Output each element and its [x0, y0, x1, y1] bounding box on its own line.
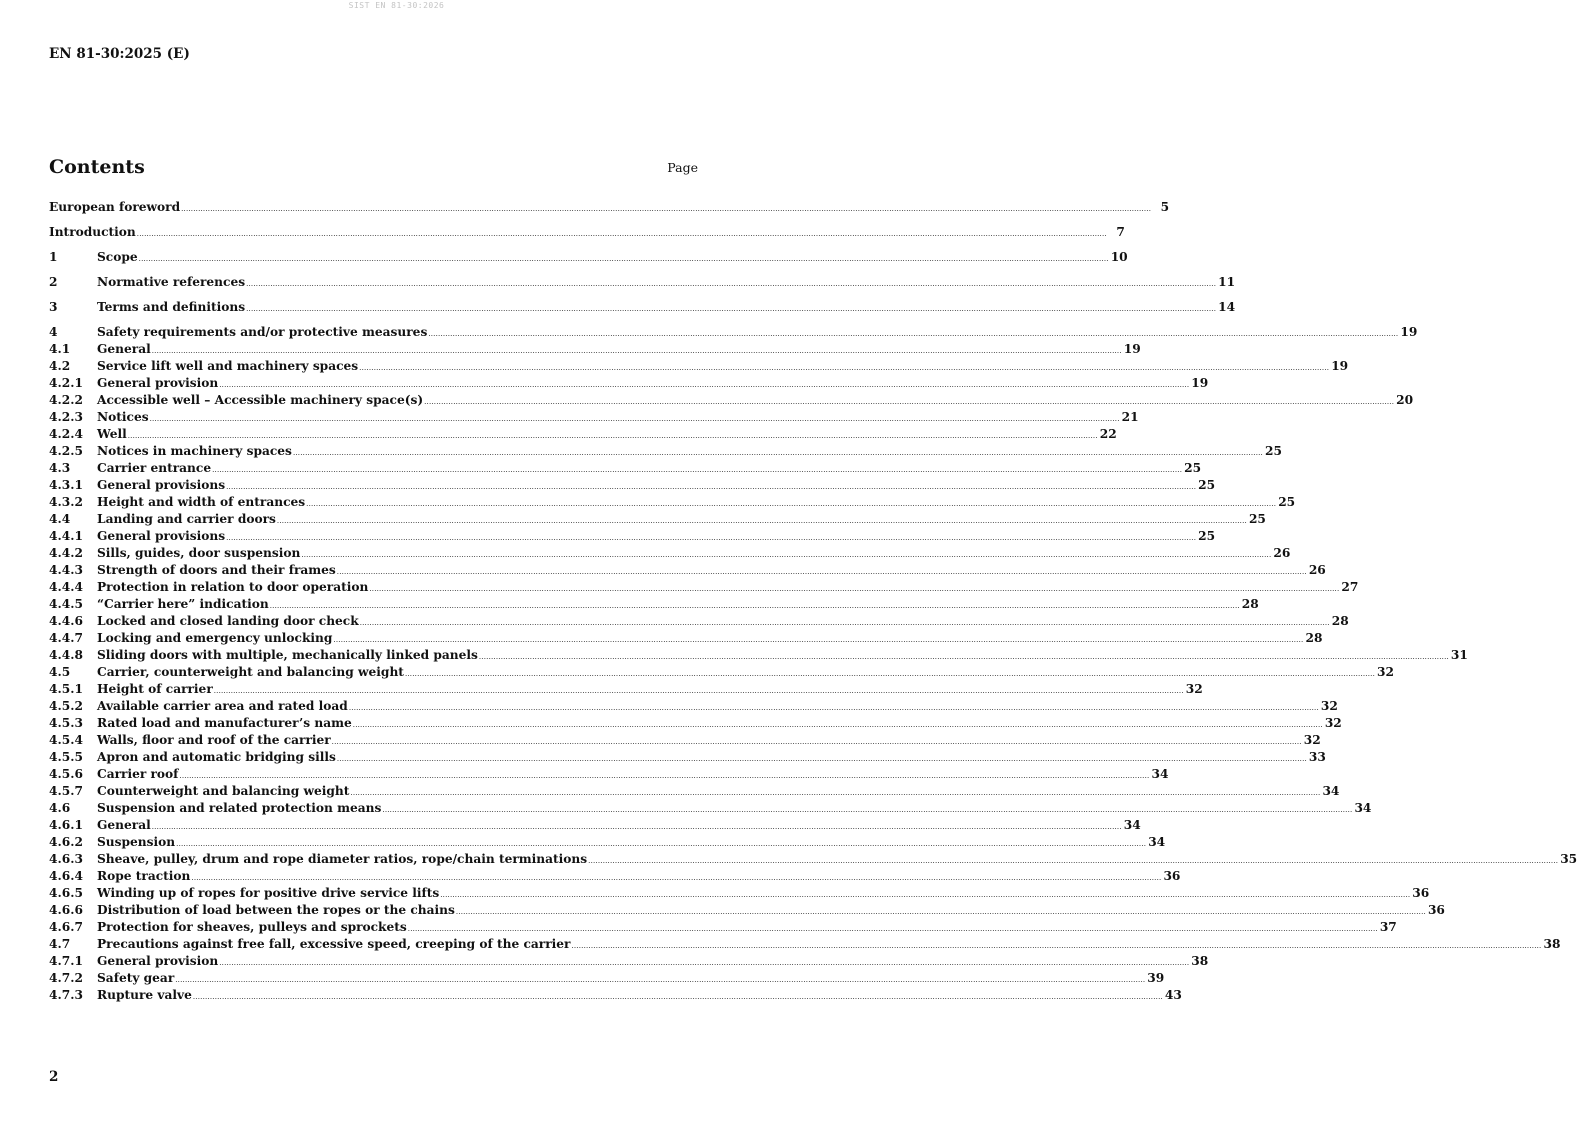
toc-entry-page: 25 — [1264, 444, 1282, 458]
toc-entry-title: General provision — [97, 954, 219, 968]
toc-entry-title: Rupture valve — [97, 988, 192, 1002]
toc-entry-title: Normative references — [97, 275, 246, 289]
toc-dot-leader: ................................................................................................................................................................................................................................................................................................................................................................................................................ — [175, 976, 1146, 984]
toc-dot-leader: ................................................................................................................................................................................................................................................................................................................................................................................................................ — [369, 585, 1340, 593]
toc-dot-leader: ................................................................................................................................................................................................................................................................................................................................................................................................................ — [136, 230, 1107, 238]
toc-entry-title: Sliding doors with multiple, mechanically linked panels — [97, 648, 478, 662]
toc-entry[interactable] — [49, 936, 1561, 953]
toc-entry-title: Height of carrier — [97, 682, 213, 696]
toc-entry[interactable] — [49, 647, 1468, 664]
toc-entry-page: 28 — [1331, 614, 1349, 628]
toc-entry-title: Locked and closed landing door check — [97, 614, 359, 628]
toc-entry-page: 28 — [1305, 631, 1323, 645]
toc-entry-page: 32 — [1303, 733, 1321, 747]
toc-entry-number: 4.5.5 — [49, 750, 83, 764]
toc-dot-leader: ................................................................................................................................................................................................................................................................................................................................................................................................................ — [191, 874, 1162, 882]
toc-entry-title: Carrier entrance — [97, 461, 212, 475]
toc-dot-leader: ................................................................................................................................................................................................................................................................................................................................................................................................................ — [149, 415, 1120, 423]
toc-entry[interactable] — [49, 868, 1181, 885]
toc-dot-leader: ................................................................................................................................................................................................................................................................................................................................................................................................................ — [246, 305, 1217, 313]
toc-entry-page: 26 — [1273, 546, 1291, 560]
toc-entry[interactable] — [49, 511, 1266, 528]
toc-entry-number: 4.4.2 — [49, 546, 83, 560]
toc-entry[interactable] — [49, 613, 1349, 630]
toc-dot-leader: ................................................................................................................................................................................................................................................................................................................................................................................................................ — [276, 517, 1247, 525]
toc-entry-title: Locking and emergency unlocking — [97, 631, 333, 645]
page-column-label: Page — [667, 160, 698, 175]
toc-entry[interactable] — [49, 800, 1372, 817]
toc-entry[interactable] — [49, 375, 1209, 392]
toc-entry-title: Apron and automatic bridging sills — [97, 750, 336, 764]
toc-entry[interactable] — [49, 199, 1170, 216]
toc-dot-leader: ................................................................................................................................................................................................................................................................................................................................................................................................................ — [246, 280, 1217, 288]
toc-entry-page: 27 — [1341, 580, 1359, 594]
toc-dot-leader: ................................................................................................................................................................................................................................................................................................................................................................................................................ — [359, 619, 1330, 627]
toc-entry-page: 32 — [1185, 682, 1203, 696]
toc-entry-title: Walls, floor and roof of the carrier — [97, 733, 331, 747]
table-of-contents — [49, 199, 1577, 1004]
toc-entry-number: 4.2.2 — [49, 393, 83, 407]
toc-entry-page: 25 — [1198, 478, 1216, 492]
toc-dot-leader: ................................................................................................................................................................................................................................................................................................................................................................................................................ — [269, 602, 1240, 610]
toc-entry[interactable] — [49, 426, 1117, 443]
toc-entry[interactable] — [49, 834, 1166, 851]
toc-dot-leader: ................................................................................................................................................................................................................................................................................................................................................................................................................ — [176, 840, 1147, 848]
toc-entry-number: 4.5 — [49, 665, 71, 679]
toc-entry-title: Strength of doors and their frames — [97, 563, 336, 577]
toc-dot-leader: ................................................................................................................................................................................................................................................................................................................................................................................................................ — [213, 687, 1184, 695]
toc-dot-leader: ................................................................................................................................................................................................................................................................................................................................................................................................................ — [212, 466, 1183, 474]
toc-dot-leader: ................................................................................................................................................................................................................................................................................................................................................................................................................ — [179, 772, 1150, 780]
toc-entry-number: 4.4.4 — [49, 580, 83, 594]
toc-entry-title: Available carrier area and rated load — [97, 699, 348, 713]
toc-entry[interactable] — [49, 919, 1397, 936]
toc-entry-title: General provision — [97, 376, 219, 390]
toc-entry-number: 4.3.1 — [49, 478, 83, 492]
toc-dot-leader: ................................................................................................................................................................................................................................................................................................................................................................................................................ — [306, 500, 1277, 508]
toc-entry-page: 31 — [1450, 648, 1468, 662]
toc-dot-leader: ................................................................................................................................................................................................................................................................................................................................................................................................................ — [428, 330, 1399, 338]
toc-entry-page: 26 — [1308, 563, 1326, 577]
toc-entry-page: 32 — [1377, 665, 1394, 679]
toc-entry[interactable] — [49, 274, 1236, 291]
toc-entry[interactable] — [49, 358, 1349, 375]
toc-dot-leader: ................................................................................................................................................................................................................................................................................................................................................................................................................ — [407, 925, 1378, 933]
toc-entry-title: Terms and definitions — [97, 300, 246, 314]
toc-dot-leader: ................................................................................................................................................................................................................................................................................................................................................................................................................ — [404, 670, 1375, 678]
toc-entry-title: European foreword — [49, 200, 181, 214]
toc-entry[interactable] — [49, 392, 1414, 409]
toc-entry-title: “Carrier here” indication — [97, 597, 269, 611]
toc-entry[interactable] — [49, 562, 1326, 579]
toc-entry-number: 4.6.2 — [49, 835, 83, 849]
toc-entry-title: Accessible well – Accessible machinery space(s) — [97, 393, 424, 407]
toc-dot-leader: ................................................................................................................................................................................................................................................................................................................................................................................................................ — [192, 993, 1163, 1001]
toc-entry-title: Rated load and manufacturer’s name — [97, 716, 352, 730]
toc-dot-leader: ................................................................................................................................................................................................................................................................................................................................................................................................................ — [331, 738, 1302, 746]
toc-entry[interactable] — [49, 783, 1340, 800]
toc-entry-page: 10 — [1110, 250, 1128, 264]
toc-entry-number: 4.7.2 — [49, 971, 83, 985]
toc-entry-page: 19 — [1331, 359, 1349, 373]
toc-entry-title: Safety requirements and/or protective measures — [97, 325, 428, 339]
toc-dot-leader: ................................................................................................................................................................................................................................................................................................................................................................................................................ — [226, 534, 1197, 542]
toc-entry-page: 35 — [1560, 852, 1577, 866]
toc-entry[interactable] — [49, 749, 1326, 766]
toc-dot-leader: ................................................................................................................................................................................................................................................................................................................................................................................................................ — [333, 636, 1304, 644]
toc-entry-page: 36 — [1412, 886, 1430, 900]
toc-entry-number: 4.2 — [49, 359, 71, 373]
toc-entry-title: Landing and carrier doors — [97, 512, 276, 526]
toc-entry-number: 4.6.6 — [49, 903, 83, 917]
page-number: 2 — [49, 1069, 59, 1085]
toc-dot-leader: ................................................................................................................................................................................................................................................................................................................................................................................................................ — [301, 551, 1272, 559]
toc-dot-leader: ................................................................................................................................................................................................................................................................................................................................................................................................................ — [478, 653, 1449, 661]
toc-dot-leader: ................................................................................................................................................................................................................................................................................................................................................................................................................ — [219, 381, 1190, 389]
toc-entry-page: 38 — [1191, 954, 1209, 968]
toc-dot-leader: ................................................................................................................................................................................................................................................................................................................................................................................................................ — [181, 205, 1152, 213]
toc-entry[interactable] — [49, 341, 1141, 358]
toc-entry-number: 4.5.7 — [49, 784, 83, 798]
toc-entry[interactable] — [49, 460, 1202, 477]
toc-entry-number: 4.6.5 — [49, 886, 83, 900]
toc-entry-title: Distribution of load between the ropes or the chains — [97, 903, 455, 917]
toc-entry[interactable] — [49, 299, 1236, 316]
toc-entry-page: 21 — [1121, 410, 1139, 424]
toc-entry-number: 4.2.1 — [49, 376, 83, 390]
toc-entry-number: 4.4.5 — [49, 597, 83, 611]
toc-entry[interactable] — [49, 953, 1209, 970]
toc-dot-leader: ................................................................................................................................................................................................................................................................................................................................................................................................................ — [336, 568, 1307, 576]
toc-entry-page: 34 — [1354, 801, 1372, 815]
toc-entry[interactable] — [49, 528, 1216, 545]
toc-entry[interactable] — [49, 494, 1296, 511]
toc-entry-number: 4.6.3 — [49, 852, 83, 866]
toc-entry-number: 4.1 — [49, 342, 71, 356]
toc-entry-title: Protection for sheaves, pulleys and sprockets — [97, 920, 407, 934]
toc-entry[interactable] — [49, 681, 1203, 698]
toc-entry-title: Scope — [97, 250, 138, 264]
toc-entry[interactable] — [49, 596, 1259, 613]
toc-entry-number: 4.5.3 — [49, 716, 83, 730]
toc-entry-title: Counterweight and balancing weight — [97, 784, 350, 798]
document-id: EN 81-30:2025 (E) — [49, 46, 190, 62]
toc-dot-leader: ................................................................................................................................................................................................................................................................................................................................................................................................................ — [336, 755, 1307, 763]
toc-dot-leader: ................................................................................................................................................................................................................................................................................................................................................................................................................ — [382, 806, 1353, 814]
toc-dot-leader: ................................................................................................................................................................................................................................................................................................................................................................................................................ — [151, 823, 1122, 831]
toc-entry-page: 19 — [1400, 325, 1418, 339]
toc-dot-leader: ................................................................................................................................................................................................................................................................................................................................................................................................................ — [127, 432, 1098, 440]
toc-entry[interactable] — [49, 545, 1291, 562]
toc-entry-title: Carrier roof — [97, 767, 179, 781]
toc-entry[interactable] — [49, 324, 1418, 341]
toc-entry-number: 2 — [49, 275, 58, 289]
toc-entry-title: General — [97, 818, 151, 832]
toc-entry[interactable] — [49, 851, 1577, 868]
toc-entry-page: 34 — [1123, 818, 1141, 832]
toc-entry[interactable] — [49, 409, 1139, 426]
toc-entry-number: 4.5.6 — [49, 767, 83, 781]
toc-entry-title: Suspension — [97, 835, 176, 849]
toc-entry-title: General provisions — [97, 529, 226, 543]
toc-entry-page: 33 — [1308, 750, 1326, 764]
toc-entry-number: 3 — [49, 300, 58, 314]
toc-entry-page: 38 — [1543, 937, 1561, 951]
toc-entry-number: 4.4.6 — [49, 614, 83, 628]
toc-entry-page: 5 — [1160, 200, 1170, 214]
toc-entry-title: General provisions — [97, 478, 226, 492]
toc-entry-title: Safety gear — [97, 971, 175, 985]
toc-dot-leader: ................................................................................................................................................................................................................................................................................................................................................................................................................ — [226, 483, 1197, 491]
toc-dot-leader: ................................................................................................................................................................................................................................................................................................................................................................................................................ — [151, 347, 1122, 355]
toc-entry-number: 4.2.5 — [49, 444, 83, 458]
toc-entry-page: 14 — [1218, 300, 1236, 314]
toc-entry-number: 4.4.8 — [49, 648, 83, 662]
toc-dot-leader: ................................................................................................................................................................................................................................................................................................................................................................................................................ — [571, 942, 1542, 950]
toc-entry-title: Suspension and related protection means — [97, 801, 382, 815]
toc-entry[interactable] — [49, 817, 1141, 834]
toc-entry-page: 36 — [1163, 869, 1181, 883]
contents-heading: Contents — [49, 156, 145, 178]
toc-dot-leader: ................................................................................................................................................................................................................................................................................................................................................................................................................ — [424, 398, 1395, 406]
toc-entry[interactable] — [49, 766, 1169, 783]
toc-entry-page: 39 — [1147, 971, 1165, 985]
toc-dot-leader: ................................................................................................................................................................................................................................................................................................................................................................................................................ — [352, 721, 1323, 729]
toc-entry-page: 19 — [1191, 376, 1209, 390]
toc-dot-leader: ................................................................................................................................................................................................................................................................................................................................................................................................................ — [588, 857, 1559, 865]
toc-entry-title: Height and width of entrances — [97, 495, 306, 509]
toc-entry[interactable] — [49, 249, 1128, 266]
toc-entry-number: 4.6.1 — [49, 818, 83, 832]
toc-entry-number: 4.6.4 — [49, 869, 83, 883]
toc-entry[interactable] — [49, 970, 1165, 987]
toc-dot-leader: ................................................................................................................................................................................................................................................................................................................................................................................................................ — [359, 364, 1330, 372]
toc-entry-number: 4.5.2 — [49, 699, 83, 713]
toc-entry-title: Rope traction — [97, 869, 191, 883]
toc-entry-page: 22 — [1099, 427, 1117, 441]
toc-entry-number: 4.4.1 — [49, 529, 83, 543]
toc-entry-page: 7 — [1116, 225, 1125, 239]
toc-entry-page: 25 — [1248, 512, 1266, 526]
toc-entry[interactable] — [49, 630, 1323, 647]
toc-entry-title: Sills, guides, door suspension — [97, 546, 301, 560]
toc-entry-number: 4.3.2 — [49, 495, 83, 509]
toc-entry-title: Notices in machinery spaces — [97, 444, 292, 458]
toc-entry[interactable] — [49, 698, 1338, 715]
toc-entry-page: 19 — [1123, 342, 1141, 356]
watermark: SIST EN 81-30:2026 — [348, 1, 445, 10]
toc-entry-page: 20 — [1396, 393, 1414, 407]
toc-entry-title: Sheave, pulley, drum and rope diameter ratios, rope/chain terminations — [97, 852, 588, 866]
toc-entry-page: 25 — [1198, 529, 1216, 543]
toc-entry-number: 4.5.4 — [49, 733, 83, 747]
toc-entry-title: Well — [97, 427, 127, 441]
toc-entry-number: 4.7.1 — [49, 954, 83, 968]
toc-entry-page: 34 — [1151, 767, 1169, 781]
toc-entry[interactable] — [49, 224, 1125, 241]
toc-entry-page: 36 — [1427, 903, 1445, 917]
toc-entry-page: 25 — [1278, 495, 1296, 509]
toc-dot-leader: ................................................................................................................................................................................................................................................................................................................................................................................................................ — [440, 891, 1411, 899]
toc-dot-leader: ................................................................................................................................................................................................................................................................................................................................................................................................................ — [138, 255, 1109, 263]
toc-dot-leader: ................................................................................................................................................................................................................................................................................................................................................................................................................ — [350, 789, 1321, 797]
toc-entry-number: 4.4 — [49, 512, 71, 526]
toc-entry[interactable] — [49, 902, 1445, 919]
toc-entry-page: 43 — [1164, 988, 1182, 1002]
toc-entry-number: 4.2.3 — [49, 410, 83, 424]
toc-entry-page: 34 — [1148, 835, 1166, 849]
toc-entry[interactable] — [49, 477, 1216, 494]
toc-dot-leader: ................................................................................................................................................................................................................................................................................................................................................................................................................ — [455, 908, 1426, 916]
toc-entry-page: 11 — [1218, 275, 1236, 289]
toc-entry[interactable] — [49, 664, 1394, 681]
toc-entry[interactable] — [49, 579, 1359, 596]
toc-entry-number: 4.4.7 — [49, 631, 83, 645]
toc-entry-page: 28 — [1241, 597, 1259, 611]
toc-entry-number: 4.6 — [49, 801, 71, 815]
toc-entry[interactable] — [49, 732, 1321, 749]
toc-entry-title: Service lift well and machinery spaces — [97, 359, 359, 373]
toc-entry[interactable] — [49, 885, 1430, 902]
toc-entry-number: 4.2.4 — [49, 427, 83, 441]
toc-entry-number: 4.7 — [49, 937, 71, 951]
toc-entry-number: 1 — [49, 250, 58, 264]
toc-entry-page: 34 — [1322, 784, 1340, 798]
toc-entry-title: General — [97, 342, 151, 356]
toc-entry-page: 37 — [1379, 920, 1397, 934]
toc-dot-leader: ................................................................................................................................................................................................................................................................................................................................................................................................................ — [348, 704, 1319, 712]
toc-entry-title: Notices — [97, 410, 149, 424]
toc-entry[interactable] — [49, 443, 1282, 460]
toc-entry-number: 4.4.3 — [49, 563, 83, 577]
toc-dot-leader: ................................................................................................................................................................................................................................................................................................................................................................................................................ — [292, 449, 1263, 457]
toc-entry-title: Introduction — [49, 225, 136, 239]
toc-entry-number: 4.7.3 — [49, 988, 83, 1002]
toc-entry-title: Protection in relation to door operation — [97, 580, 369, 594]
toc-entry-number: 4.3 — [49, 461, 71, 475]
toc-entry-number: 4.5.1 — [49, 682, 83, 696]
toc-entry-number: 4 — [49, 325, 58, 339]
toc-entry-title: Precautions against free fall, excessive speed, creeping of the carrier — [97, 937, 571, 951]
toc-entry[interactable] — [49, 987, 1182, 1004]
toc-entry-page: 32 — [1324, 716, 1342, 730]
toc-entry-page: 32 — [1320, 699, 1338, 713]
toc-entry-title: Winding up of ropes for positive drive service lifts — [97, 886, 440, 900]
toc-entry-number: 4.6.7 — [49, 920, 83, 934]
toc-entry-page: 25 — [1184, 461, 1202, 475]
toc-entry[interactable] — [49, 715, 1342, 732]
toc-entry-title: Carrier, counterweight and balancing weight — [97, 665, 404, 679]
toc-dot-leader: ................................................................................................................................................................................................................................................................................................................................................................................................................ — [219, 959, 1190, 967]
